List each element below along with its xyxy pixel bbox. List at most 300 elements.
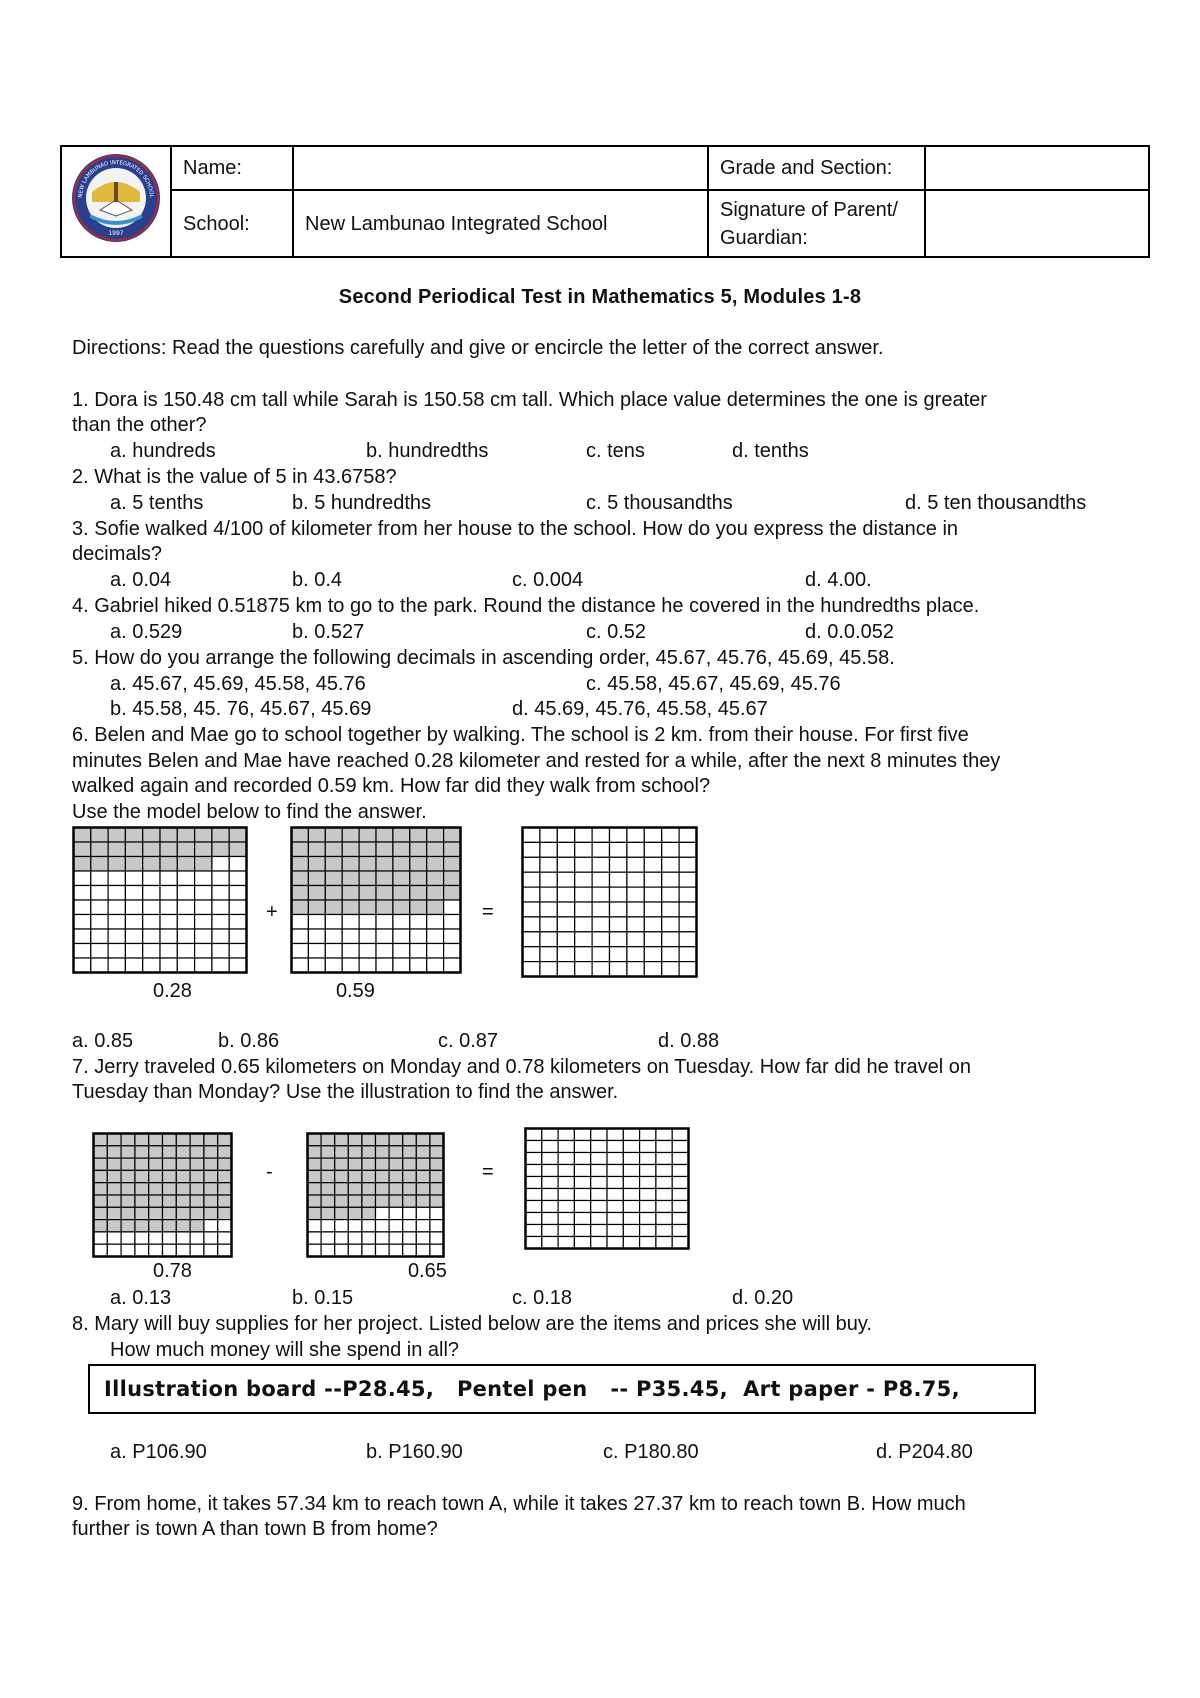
q7-answer-grid-cell <box>542 1213 558 1225</box>
q6-answer-grid-cell <box>523 932 540 947</box>
q2-choice-c[interactable]: c. 5 thousandths <box>586 492 733 514</box>
q8-choice-d[interactable]: d. P204.80 <box>876 1441 973 1463</box>
q7-answer-grid-cell <box>656 1213 672 1225</box>
q6-model-grid-2-cell <box>359 900 376 915</box>
q7-model-grid-2-cell <box>403 1170 417 1182</box>
q7-model-grid-1-cell <box>218 1232 232 1244</box>
q6-text-line3: walked again and recorded 0.59 km. How far did they walk from school? <box>72 775 711 797</box>
q6-answer-grid-cell <box>523 962 540 977</box>
q6-model-grid-2-cell <box>393 958 410 973</box>
q6-model-grid-1 <box>72 826 248 974</box>
q6-model-grid-2-cell <box>427 871 444 886</box>
q4-choice-c[interactable]: c. 0.52 <box>586 621 647 643</box>
q6-answer-grid-cell <box>679 857 696 872</box>
q7-model-grid-1-cell <box>149 1183 163 1195</box>
q6-answer-grid-cell <box>662 872 679 887</box>
q7-model-grid-1-cell <box>121 1220 135 1232</box>
q7-model-grid-1-cell <box>176 1220 190 1232</box>
q6-model-grid-1-cell <box>195 944 212 959</box>
q6-answer-grid-cell <box>679 887 696 902</box>
q6-model-grid-2-cell <box>427 900 444 915</box>
q6-model-grid-1-cell <box>91 886 108 901</box>
q7-answer-grid-cell <box>623 1165 639 1177</box>
q7-model-grid-1-cell <box>176 1183 190 1195</box>
q7-model-grid-2-cell <box>416 1207 430 1219</box>
q7-model-grid-1-cell <box>163 1183 177 1195</box>
q6-answer-grid-cell <box>662 947 679 962</box>
q6-model-grid-2-cell <box>342 842 359 857</box>
q7-model-grid-2-cell <box>389 1170 403 1182</box>
q1-choice-a[interactable]: a. hundreds <box>110 440 216 462</box>
q6-model-grid-2-cell <box>393 842 410 857</box>
q7-model-grid-2-cell <box>321 1195 335 1207</box>
q7-answer-grid-cell <box>574 1141 590 1153</box>
q6-model-grid-1-cell <box>74 871 91 886</box>
q6-model-grid-1-cell <box>108 857 125 872</box>
q6-model-grid-1-cell <box>212 857 229 872</box>
q7-model-grid-2-cell <box>362 1146 376 1158</box>
q6-model-grid-2-cell <box>393 871 410 886</box>
q7-answer-grid-cell <box>591 1129 607 1141</box>
q6-model-grid-2-cell <box>376 842 393 857</box>
q6-answer-grid-cell <box>592 828 609 843</box>
q6-model-grid-1-cell <box>160 842 177 857</box>
q7-model-grid-2-cell <box>348 1195 362 1207</box>
q7-model-grid-1-cell <box>135 1146 149 1158</box>
q6-answer-grid-cell <box>523 842 540 857</box>
q7-model-grid-2-cell <box>362 1134 376 1146</box>
q7-model-grid-1-cell <box>121 1170 135 1182</box>
q7-model-grid-2-cell <box>416 1158 430 1170</box>
q6-model-grid-1-cell <box>229 915 246 930</box>
q6-answer-grid-cell <box>679 962 696 977</box>
q3-choice-d[interactable]: d. 4.00. <box>805 569 872 591</box>
q7-model-grid-2-cell <box>416 1195 430 1207</box>
q7-answer-grid-cell <box>607 1165 623 1177</box>
q6-model-grid-1-cell <box>229 842 246 857</box>
student-info-table <box>60 145 1150 258</box>
q7-model-grid-1-cell <box>94 1134 108 1146</box>
q6-answer-grid-cell <box>679 872 696 887</box>
q6-model-grid-2-cell <box>308 828 325 843</box>
q6-model-grid-2-cell <box>325 828 342 843</box>
q7-model-grid-1-cell <box>135 1195 149 1207</box>
q6-model-grid-2-cell <box>376 857 393 872</box>
q7-answer-grid-cell <box>623 1213 639 1225</box>
q6-model-grid-2-cell <box>410 944 427 959</box>
q6-model-grid-2-cell <box>393 944 410 959</box>
q6-model-grid-1-cell <box>74 842 91 857</box>
q7-grid-2-label: 0.65 <box>408 1260 447 1282</box>
q7-answer-grid-cell <box>623 1129 639 1141</box>
q6-text-line2: minutes Belen and Mae have reached 0.28 kilometer and rested for a while, after the next 8 minutes they <box>72 750 1001 772</box>
q6-answer-grid-cell <box>662 932 679 947</box>
q6-model-grid-1-cell <box>160 944 177 959</box>
q7-model-grid-2-cell <box>403 1134 417 1146</box>
q6-model-grid-1-cell <box>91 900 108 915</box>
q7-model-grid-1-cell <box>107 1232 121 1244</box>
q6-answer-grid-cell <box>557 947 574 962</box>
q7-model-grid-2-cell <box>308 1207 322 1219</box>
q7-answer-grid-cell <box>672 1237 688 1249</box>
q7-model-grid-2-cell <box>403 1220 417 1232</box>
q7-model-grid-1-cell <box>121 1158 135 1170</box>
q6-model-grid-2-cell <box>393 828 410 843</box>
name-label: Name: <box>171 146 293 190</box>
q7-model-grid-1-cell <box>176 1158 190 1170</box>
q5-choice-c[interactable]: c. 45.58, 45.67, 45.69, 45.76 <box>586 673 841 695</box>
q6-answer-grid-cell <box>610 887 627 902</box>
q7-answer-grid-cell <box>640 1201 656 1213</box>
q6-model-grid-1-cell <box>91 958 108 973</box>
q6-answer-grid-cell <box>610 917 627 932</box>
q1-choice-d[interactable]: d. tenths <box>732 440 809 462</box>
q7-model-grid-1-cell <box>94 1220 108 1232</box>
q1-choice-b[interactable]: b. hundredths <box>366 440 489 462</box>
q7-model-grid-1-cell <box>107 1244 121 1256</box>
q7-model-grid-2-cell <box>335 1195 349 1207</box>
q7-model-grid-1-cell <box>218 1170 232 1182</box>
q7-model-grid-1-cell <box>190 1220 204 1232</box>
q7-model-grid-1-cell <box>135 1183 149 1195</box>
q3-choice-b[interactable]: b. 0.4 <box>292 569 343 591</box>
q6-answer-grid-cell <box>523 887 540 902</box>
q6-answer-grid-cell <box>610 902 627 917</box>
q6-model-grid-1-cell <box>74 915 91 930</box>
q7-model-grid-2-cell <box>416 1220 430 1232</box>
q6-model-grid-2-cell <box>410 842 427 857</box>
q7-answer-grid-cell <box>574 1177 590 1189</box>
q7-answer-grid-cell <box>558 1129 574 1141</box>
q7-model-grid-2-cell <box>389 1232 403 1244</box>
q5-choice-b[interactable]: b. 45.58, 45. 76, 45.67, 45.69 <box>110 698 372 720</box>
q6-model-grid-1-cell <box>212 915 229 930</box>
q8-text-line2: How much money will she spend in all? <box>110 1339 460 1361</box>
q6-model-grid-1-cell <box>160 871 177 886</box>
q6-model-grid-2-cell <box>359 958 376 973</box>
q8-choice-c[interactable]: c. P180.80 <box>603 1441 699 1463</box>
q7-model-grid-2-cell <box>389 1183 403 1195</box>
school-logo-cell <box>61 146 171 257</box>
q7-model-grid-2-cell <box>308 1244 322 1256</box>
signature-label-line1: Signature of Parent/ <box>720 198 898 221</box>
q6-answer-grid-cell <box>557 857 574 872</box>
q6-model-grid-1-cell <box>195 828 212 843</box>
q6-model-grid-1-cell <box>143 871 160 886</box>
q7-answer-grid-cell <box>623 1153 639 1165</box>
q6-answer-grid-cell <box>540 842 557 857</box>
q7-model-grid-1-cell <box>163 1146 177 1158</box>
q6-answer-grid-cell <box>557 902 574 917</box>
q6-model-grid-2-cell <box>292 857 309 872</box>
q7-model-grid-1-cell <box>218 1220 232 1232</box>
q7-choice-d[interactable]: d. 0.20 <box>732 1287 794 1309</box>
q7-model-grid-2-cell <box>321 1244 335 1256</box>
q6-answer-grid-cell <box>575 962 592 977</box>
q7-answer-grid-cell <box>607 1177 623 1189</box>
q7-answer-grid-cell <box>656 1189 672 1201</box>
q7-model-grid-1-cell <box>107 1207 121 1219</box>
q6-model-grid-2-cell <box>359 857 376 872</box>
q6-answer-grid-cell <box>523 828 540 843</box>
grade-section-field[interactable] <box>925 146 1149 190</box>
q6-model-grid-1-cell <box>125 900 142 915</box>
q4-choice-b[interactable]: b. 0.527 <box>292 621 365 643</box>
q6-model-grid-2-cell <box>427 886 444 901</box>
q7-model-grid-1-cell <box>190 1146 204 1158</box>
q6-model-grid-1-cell <box>125 958 142 973</box>
q7-model-grid-2-cell <box>335 1232 349 1244</box>
q7-model-grid-2-cell <box>376 1146 390 1158</box>
q8-choice-b[interactable]: b. P160.90 <box>366 1441 463 1463</box>
q7-answer-grid-cell <box>574 1201 590 1213</box>
q6-model-grid-1-cell <box>177 828 194 843</box>
q7-model-grid-2-cell <box>430 1134 444 1146</box>
q6-model-grid-1-cell <box>143 828 160 843</box>
q6-answer-grid-cell <box>592 902 609 917</box>
q7-answer-grid-cell <box>607 1141 623 1153</box>
svg-text:1997: 1997 <box>108 229 124 237</box>
q6-answer-grid-cell <box>575 828 592 843</box>
q7-model-grid-1-cell <box>107 1158 121 1170</box>
q6-answer-grid-cell <box>679 902 696 917</box>
q7-choice-c[interactable]: c. 0.18 <box>512 1287 573 1309</box>
q6-choice-d[interactable]: d. 0.88 <box>658 1030 720 1052</box>
q7-model-grid-2-cell <box>335 1170 349 1182</box>
q2-choice-d[interactable]: d. 5 ten thousandths <box>905 492 1087 514</box>
q6-answer-grid-cell <box>627 857 644 872</box>
q7-model-grid-1-cell <box>163 1220 177 1232</box>
q7-model-grid-2-cell <box>362 1244 376 1256</box>
q7-model-grid-1-cell <box>176 1170 190 1182</box>
q7-answer-grid-cell <box>623 1141 639 1153</box>
q7-answer-grid-cell <box>607 1225 623 1237</box>
q6-model-grid-2-cell <box>393 886 410 901</box>
q7-answer-grid-cell <box>574 1213 590 1225</box>
q6-model-grid-2-cell <box>410 886 427 901</box>
q6-model-grid-2-cell <box>376 929 393 944</box>
q7-model-grid-1-cell <box>107 1134 121 1146</box>
q7-answer-grid-cell <box>558 1189 574 1201</box>
q7-answer-grid-cell <box>656 1141 672 1153</box>
q7-answer-grid-cell <box>526 1189 542 1201</box>
q7-model-grid-2-cell <box>308 1183 322 1195</box>
q3-choice-c[interactable]: c. 0.004 <box>512 569 584 591</box>
q3-choice-a[interactable]: a. 0.04 <box>110 569 172 591</box>
q7-text-line1: 7. Jerry traveled 0.65 kilometers on Monday and 0.78 kilometers on Tuesday. How far did he travel on <box>72 1056 971 1078</box>
q6-answer-grid-cell <box>523 872 540 887</box>
q6-answer-grid-cell <box>644 872 661 887</box>
q2-choice-b[interactable]: b. 5 hundredths <box>292 492 431 514</box>
q7-model-grid-1-cell <box>163 1244 177 1256</box>
q6-model-grid-2-cell <box>410 900 427 915</box>
q7-model-grid-2-cell <box>430 1183 444 1195</box>
q6-model-grid-2-cell <box>342 915 359 930</box>
q6-model-grid-2-cell <box>376 944 393 959</box>
q7-model-grid-2-cell <box>308 1134 322 1146</box>
q7-model-grid-1-cell <box>204 1207 218 1219</box>
q7-answer-grid-cell <box>591 1141 607 1153</box>
q6-answer-grid-cell <box>557 828 574 843</box>
q6-model-grid-1-cell <box>91 871 108 886</box>
q6-model-grid-2-cell <box>325 857 342 872</box>
q7-answer-grid-cell <box>574 1165 590 1177</box>
q7-answer-grid-cell <box>607 1153 623 1165</box>
q6-model-grid-1-cell <box>74 900 91 915</box>
q6-model-grid-1-cell <box>195 958 212 973</box>
q7-model-grid-1-cell <box>94 1170 108 1182</box>
q6-model-grid-2-cell <box>308 929 325 944</box>
q6-text-line4: Use the model below to find the answer. <box>72 801 427 823</box>
q7-model-grid-2-cell <box>376 1183 390 1195</box>
q7-model-grid-1-cell <box>190 1158 204 1170</box>
q4-choice-a[interactable]: a. 0.529 <box>110 621 183 643</box>
q6-model-grid-1-cell <box>195 915 212 930</box>
q7-model-grid-1-cell <box>218 1244 232 1256</box>
q7-answer-grid-cell <box>526 1141 542 1153</box>
q7-model-grid-2-cell <box>389 1146 403 1158</box>
q5-choice-d[interactable]: d. 45.69, 45.76, 45.58, 45.67 <box>512 698 768 720</box>
q7-answer-grid-cell <box>526 1201 542 1213</box>
q6-model-grid-1-cell <box>108 958 125 973</box>
q6-model-grid-2-cell <box>308 842 325 857</box>
q6-model-grid-2-cell <box>325 915 342 930</box>
q7-model-grid-1-cell <box>204 1220 218 1232</box>
q7-answer-grid-cell <box>558 1213 574 1225</box>
q6-answer-grid-cell <box>644 857 661 872</box>
q7-model-grid-2-cell <box>389 1220 403 1232</box>
q7-model-grid-1-cell <box>135 1170 149 1182</box>
q6-model-grid-2-cell <box>308 857 325 872</box>
q7-choice-b[interactable]: b. 0.15 <box>292 1287 354 1309</box>
q6-grid-2-label: 0.59 <box>336 980 375 1002</box>
q6-model-grid-1-cell <box>229 871 246 886</box>
q7-model-grid-2-cell <box>362 1207 376 1219</box>
q6-grid-1-label: 0.28 <box>153 980 192 1002</box>
q6-model-grid-2-cell <box>444 886 461 901</box>
q7-model-grid-1-cell <box>190 1183 204 1195</box>
q7-minus-sign: - <box>266 1161 273 1183</box>
q2-choice-a[interactable]: a. 5 tenths <box>110 492 204 514</box>
q6-answer-grid-cell <box>610 962 627 977</box>
signature-field[interactable] <box>925 190 1149 257</box>
q6-model-grid-2-cell <box>410 958 427 973</box>
q7-answer-grid-cell <box>526 1129 542 1141</box>
q6-answer-grid-cell <box>610 842 627 857</box>
q7-answer-grid-cell <box>672 1153 688 1165</box>
q7-choice-a[interactable]: a. 0.13 <box>110 1287 172 1309</box>
q7-answer-grid-cell <box>542 1153 558 1165</box>
q7-answer-grid-cell <box>640 1213 656 1225</box>
q6-model-grid-1-cell <box>143 900 160 915</box>
q7-model-grid-2-cell <box>416 1134 430 1146</box>
q8-choice-a[interactable]: a. P106.90 <box>110 1441 207 1463</box>
q6-answer-grid-cell <box>575 857 592 872</box>
q6-model-grid-2-cell <box>359 871 376 886</box>
q7-model-grid-2-cell <box>389 1244 403 1256</box>
q7-model-grid-1-cell <box>149 1207 163 1219</box>
q7-answer-grid-cell <box>542 1189 558 1201</box>
q6-model-grid-2-cell <box>427 944 444 959</box>
q4-choice-d[interactable]: d. 0.0.052 <box>805 621 894 643</box>
q3-text-line2: decimals? <box>72 543 163 565</box>
q6-model-grid-1-cell <box>195 871 212 886</box>
q7-model-grid-2-cell <box>362 1170 376 1182</box>
q9-text-line2: further is town A than town B from home? <box>72 1518 438 1540</box>
q7-model-grid-1-cell <box>176 1232 190 1244</box>
q6-choice-b[interactable]: b. 0.86 <box>218 1030 280 1052</box>
test-title: Second Periodical Test in Mathematics 5, Modules 1-8 <box>338 286 862 308</box>
q1-choice-c[interactable]: c. tens <box>586 440 645 462</box>
q6-model-grid-1-cell <box>212 871 229 886</box>
q6-model-grid-2-cell <box>359 944 376 959</box>
q7-model-grid-2-cell <box>321 1170 335 1182</box>
q6-answer-grid-cell <box>679 842 696 857</box>
q6-choice-a[interactable]: a. 0.85 <box>72 1030 134 1052</box>
q7-model-grid-1 <box>92 1132 233 1258</box>
q6-model-grid-2-cell <box>308 958 325 973</box>
q7-model-grid-1-cell <box>121 1207 135 1219</box>
q7-model-grid-2-cell <box>430 1244 444 1256</box>
q6-model-grid-1-cell <box>212 958 229 973</box>
q7-model-grid-1-cell <box>176 1146 190 1158</box>
q7-answer-grid-cell <box>574 1237 590 1249</box>
q6-model-grid-2-cell <box>376 828 393 843</box>
q6-model-grid-1-cell <box>143 857 160 872</box>
q7-model-grid-1-cell <box>149 1134 163 1146</box>
q7-model-grid-2-cell <box>348 1170 362 1182</box>
q7-answer-grid-cell <box>623 1189 639 1201</box>
q7-answer-grid-cell <box>526 1165 542 1177</box>
q6-model-grid-1-cell <box>160 900 177 915</box>
q7-model-grid-2-cell <box>348 1207 362 1219</box>
q6-answer-grid-cell <box>557 887 574 902</box>
q6-model-grid-2-cell <box>444 958 461 973</box>
q7-model-grid-2-cell <box>362 1232 376 1244</box>
q6-model-grid-2-cell <box>444 900 461 915</box>
q2-text-line1: 2. What is the value of 5 in 43.6758? <box>72 466 397 488</box>
q6-choice-c[interactable]: c. 0.87 <box>438 1030 499 1052</box>
q7-model-grid-2-cell <box>376 1170 390 1182</box>
q6-model-grid-2-cell <box>342 857 359 872</box>
q7-model-grid-1-cell <box>121 1244 135 1256</box>
q7-model-grid-1-cell <box>94 1244 108 1256</box>
q6-model-grid-1-cell <box>195 886 212 901</box>
q7-answer-grid-cell <box>558 1177 574 1189</box>
q6-answer-grid-cell <box>575 872 592 887</box>
q6-answer-grid-cell <box>662 962 679 977</box>
q7-model-grid-1-cell <box>149 1195 163 1207</box>
q7-answer-grid[interactable] <box>524 1127 690 1250</box>
q6-plus-sign: + <box>266 901 278 923</box>
q6-answer-grid[interactable] <box>521 826 698 978</box>
q7-model-grid-2-cell <box>335 1134 349 1146</box>
q6-answer-grid-cell <box>627 872 644 887</box>
q7-answer-grid-cell <box>558 1237 574 1249</box>
q6-model-grid-1-cell <box>229 944 246 959</box>
q6-model-grid-1-cell <box>229 828 246 843</box>
q7-model-grid-2-cell <box>308 1232 322 1244</box>
q5-choice-a[interactable]: a. 45.67, 45.69, 45.58, 45.76 <box>110 673 366 695</box>
q7-answer-grid-cell <box>672 1225 688 1237</box>
q6-model-grid-1-cell <box>177 842 194 857</box>
q6-answer-grid-cell <box>610 932 627 947</box>
name-field[interactable] <box>293 146 708 190</box>
q6-model-grid-1-cell <box>195 929 212 944</box>
q6-model-grid-1-cell <box>91 857 108 872</box>
q7-model-grid-1-cell <box>135 1220 149 1232</box>
q7-model-grid-2-cell <box>348 1244 362 1256</box>
